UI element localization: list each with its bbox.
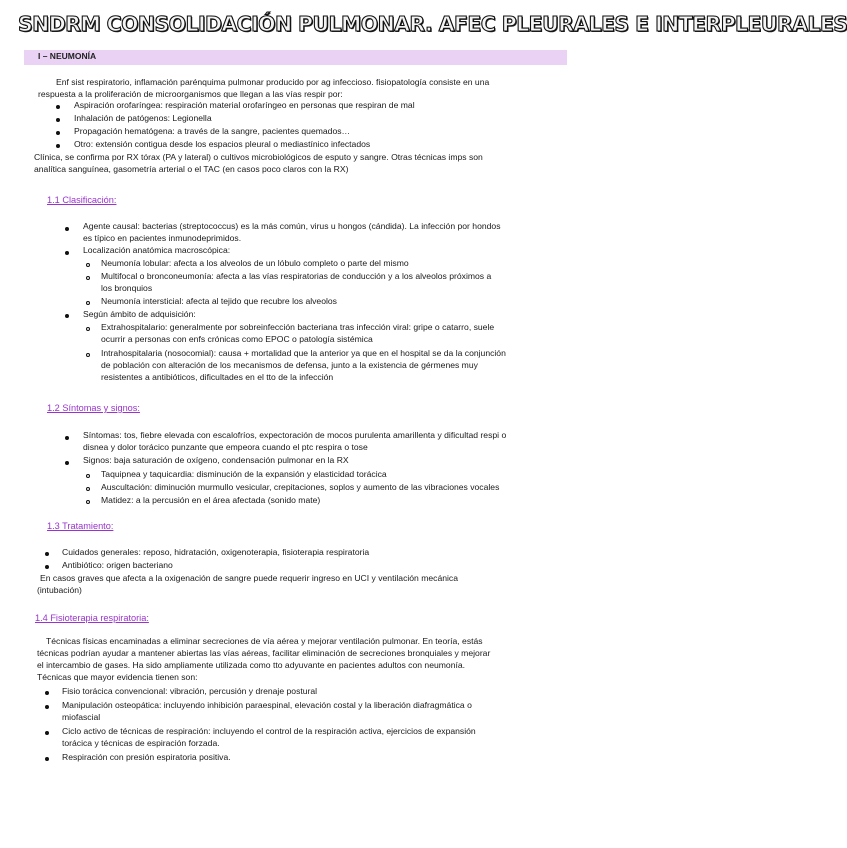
list-item: ocurrir a personas con enfs crónicas como EPOC o patología sistémica: [101, 334, 373, 344]
sub-bullet: [86, 474, 90, 478]
bullet: [65, 227, 69, 231]
sub-bullet: [86, 353, 90, 357]
bullet: [56, 105, 60, 109]
document-title: SNDRM CONSOLIDACIÓN PULMONAR. AFEC PLEURALES E INTERPLEURALES: [18, 12, 847, 36]
text-line: disnea y dolor torácico punzante que empeora cuando el ptc respira o tose: [83, 442, 368, 452]
bullet: [65, 314, 69, 318]
clinic-line: Clínica, se confirma por RX tórax (PA y lateral) o cultivos microbiológicos de esputo y sangre. Otras técnicas imps son: [34, 152, 483, 162]
text-line: Técnicas que mayor evidencia tienen son:: [37, 672, 198, 682]
text-line: Signos: baja saturación de oxígeno, condensación pulmonar en la RX: [83, 455, 349, 465]
list-item: resistentes a antibióticos, dificultades en el tto de la infección: [101, 372, 334, 382]
route-item: Propagación hematógena: a través de la sangre, pacientes quemados…: [74, 126, 351, 136]
list-item: Fisio torácica convencional: vibración, percusión y drenaje postural: [62, 686, 318, 696]
text-line: Según ámbito de adquisición:: [83, 309, 196, 319]
bullet: [56, 144, 60, 148]
bullet: [65, 251, 69, 255]
text-line: En casos graves que afecta a la oxigenación de sangre puede requerir ingreso en UCI y ventilación mecánica: [40, 573, 459, 583]
list-item: Multifocal o bronconeumonía: afecta a las vías respiratorias de conducción y a los alveolos próximos a: [101, 271, 492, 281]
route-item: Aspiración orofaríngea: respiración material orofaríngeo en personas que respiran de mal: [74, 100, 415, 110]
list-item: Neumonía lobular: afecta a los alveolos de un lóbulo completo o parte del mismo: [101, 258, 409, 268]
bullet: [45, 757, 49, 761]
subsection-title-symptoms: 1.2 Síntomas y signos:: [47, 403, 140, 413]
text-line: Localización anatómica macroscópica:: [83, 245, 231, 255]
bullet: [56, 131, 60, 135]
text-line: es típico en pacientes inmunodeprimidos.: [83, 233, 242, 243]
list-item: de población con alteración de los mecanismos de defensa, junto a la existencia de gérmenes muy: [101, 360, 478, 370]
list-item: Cuidados generales: reposo, hidratación, oxigenoterapia, fisioterapia respiratoria: [62, 547, 370, 557]
sub-bullet: [86, 276, 90, 280]
list-item: Matidez: a la percusión en el área afectada (sonido mate): [101, 495, 321, 505]
bullet: [65, 461, 69, 465]
intro-line: respuesta a la proliferación de microorganismos que llegan a las vías respir por:: [38, 89, 343, 99]
sub-bullet: [86, 301, 90, 305]
intro-line: Enf sist respiratorio, inflamación parénquima pulmonar producido por ag infeccioso. fisiopatología consiste en una: [56, 77, 490, 87]
text-line: (intubación): [37, 585, 82, 595]
bullet: [56, 118, 60, 122]
text-line: Agente causal: bacterias (streptococcus) es la más común, virus u hongos (cándida). La infección por hondos: [83, 221, 501, 231]
list-item: Intrahospitalaria (nosocomial): causa + mortalidad que la anterior ya que en el hospital se da la conjunción: [101, 348, 506, 358]
bullet: [65, 436, 69, 440]
sub-bullet: [86, 487, 90, 491]
clinic-line: analítica sanguínea, gasometría arterial o el TAC (en casos poco claros con la RX): [34, 164, 349, 174]
section-title: I – NEUMONÍA: [38, 51, 97, 61]
list-item: Antibiótico: origen bacteriano: [62, 560, 173, 570]
sub-bullet: [86, 263, 90, 267]
subsection-title-classification: 1.1 Clasificación:: [47, 195, 117, 205]
list-item: los bronquios: [101, 283, 153, 293]
list-item: Respiración con presión espiratoria positiva.: [62, 752, 231, 762]
text-line: Técnicas físicas encaminadas a eliminar secreciones de vía aérea y mejorar ventilación pulmonar. En teoría, estás: [46, 636, 483, 646]
subsection-title-physiotherapy: 1.4 Fisioterapia respiratoria:: [35, 613, 149, 623]
list-item: Ciclo activo de técnicas de respiración: incluyendo el control de la respiración activa, ejercicios de expansión: [62, 726, 476, 736]
subsection-title-treatment: 1.3 Tratamiento:: [47, 521, 114, 531]
list-item: Neumonía intersticial: afecta al tejido que recubre los alveolos: [101, 296, 337, 306]
bullet: [45, 731, 49, 735]
bullet: [45, 691, 49, 695]
bullet: [45, 705, 49, 709]
bullet: [45, 565, 49, 569]
text-line: Síntomas: tos, fiebre elevada con escalofríos, expectoración de mocos purulenta amarillenta y dificultad respi o: [83, 430, 507, 440]
list-item: Manipulación osteopática: incluyendo inhibición paraespinal, elevación costal y la liberación diafragmática o: [62, 700, 472, 710]
list-item: Auscultación: diminución murmullo vesicular, crepitaciones, soplos y aumento de las vibraciones vocales: [101, 482, 500, 492]
list-item: torácica y técnicas de espiración forzada.: [62, 738, 220, 748]
route-item: Otro: extensión contigua desde los espacios pleural o mediastínico infectados: [74, 139, 371, 149]
text-line: técnicas podrían ayudar a mantener abiertas las vías aéreas, facilitar eliminación de secreciones bronquiales y mejorar: [37, 648, 491, 658]
sub-bullet: [86, 327, 90, 331]
list-item: miofascial: [62, 712, 101, 722]
list-item: Extrahospitalario: generalmente por sobreinfección bacteriana tras infección viral: gripe o catarro, suele: [101, 322, 495, 332]
route-item: Inhalación de patógenos: Legionella: [74, 113, 212, 123]
bullet: [45, 552, 49, 556]
section-header: [24, 50, 567, 65]
sub-bullet: [86, 500, 90, 504]
list-item: Taquipnea y taquicardia: disminución de la expansión y elasticidad torácica: [101, 469, 387, 479]
text-line: el intercambio de gases. Ha sido ampliamente utilizada como tto adyuvante en pacientes adultos con neumonía.: [37, 660, 466, 670]
